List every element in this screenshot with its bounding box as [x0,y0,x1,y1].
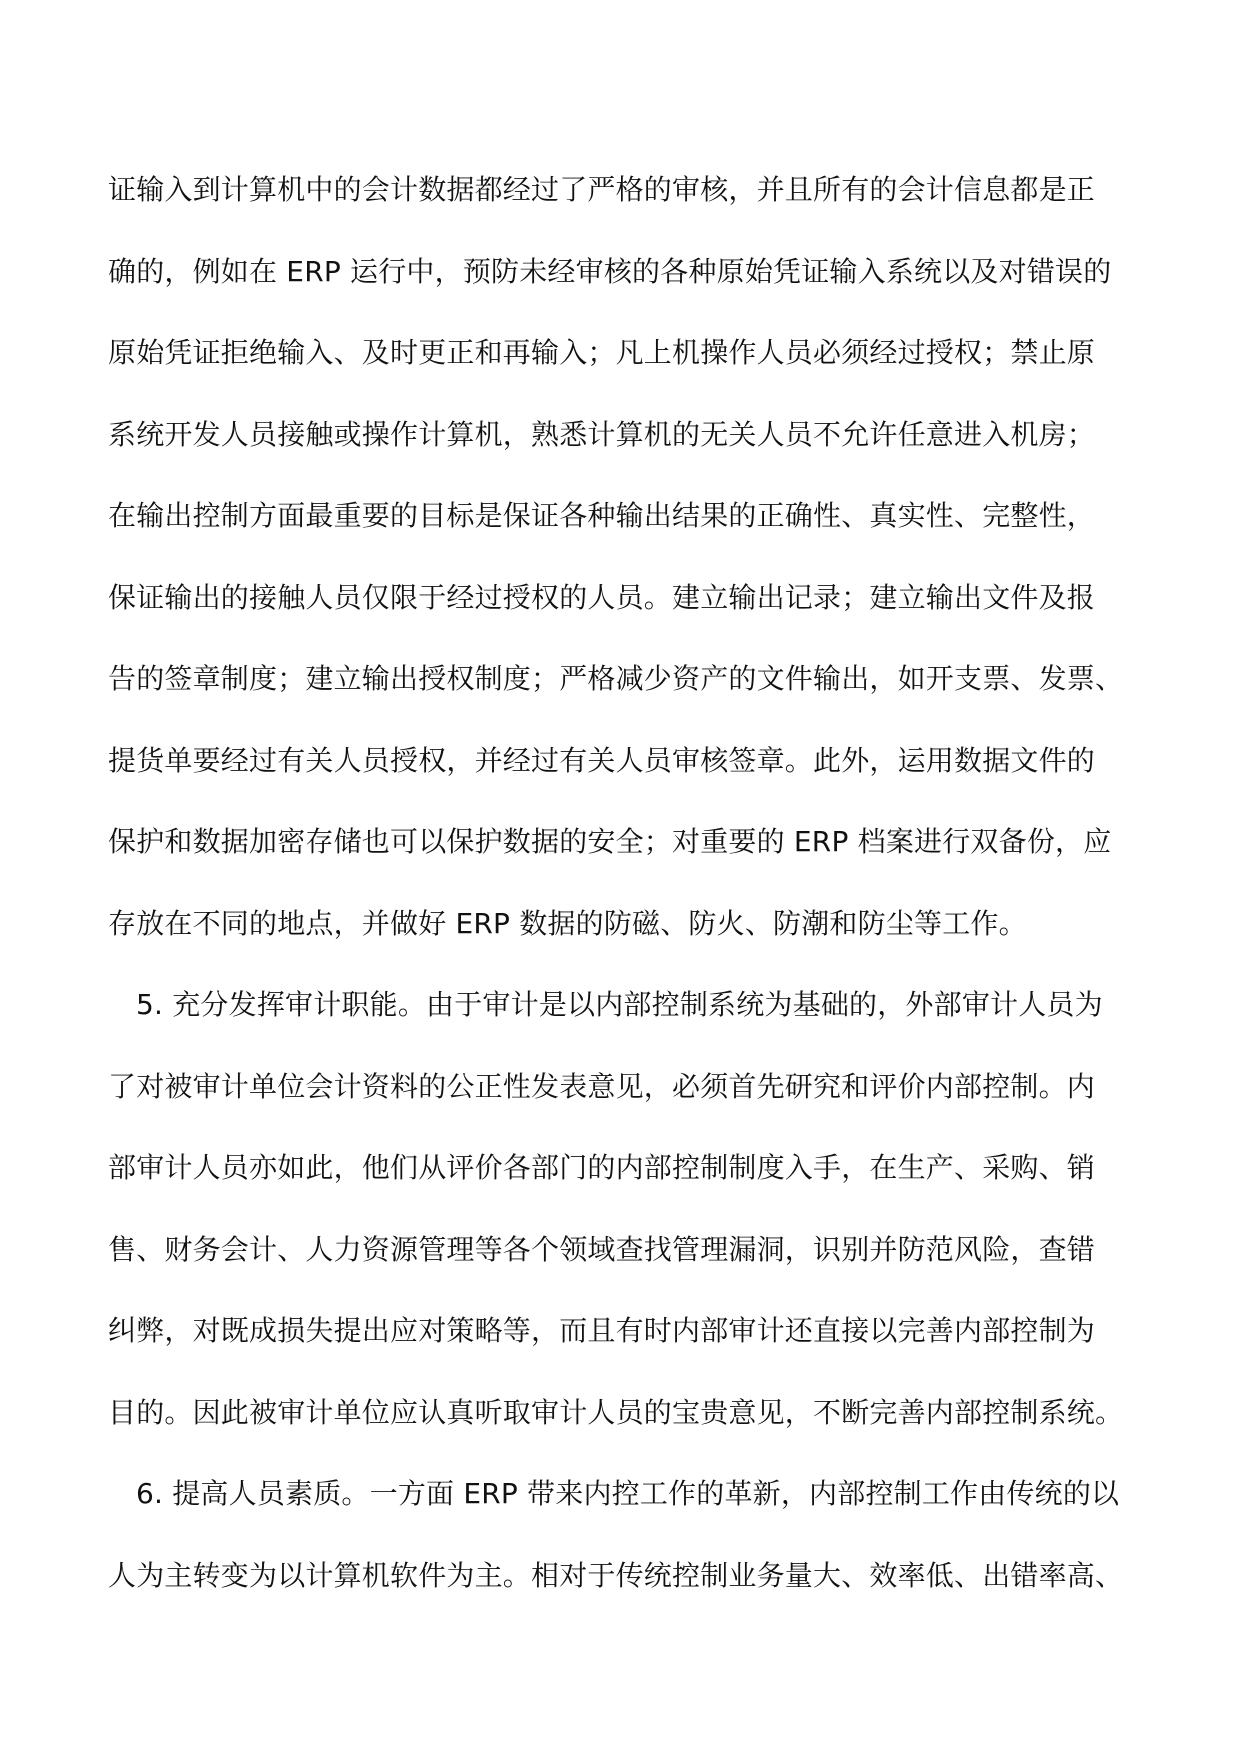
text-line: 系统开发人员接触或操作计算机，熟悉计算机的无关人员不允许任意进入机房； [108,417,1096,451]
text-line: 告的签章制度；建立输出授权制度；严格减少资产的文件输出，如开支票、发票、 [108,662,1124,695]
text-line: 原始凭证拒绝输入、及时更正和再输入；凡上机操作人员必须经过授权；禁止原 [108,336,1096,369]
text-line: 确的，例如在 ERP 运行中，预防未经审核的各种原始凭证输入系统以及对错误的 [108,254,1112,288]
text-line: 目的。因此被审计单位应认真听取审计人员的宝贵意见，不断完善内部控制系统。 [108,1395,1124,1429]
text-line: 保护和数据加密存储也可以保护数据的安全；对重要的 ERP 档案进行双备份，应 [108,825,1112,858]
text-line: 部审计人员亦如此，他们从评价各部门的内部控制制度入手，在生产、采购、销 [108,1151,1096,1184]
text-line: 6. 提高人员素质。一方面 ERP 带来内控工作的革新，内部控制工作由传统的以 [136,1477,1120,1510]
text-line: 了对被审计单位会计资料的公正性发表意见，必须首先研究和评价内部控制。内 [108,1069,1096,1103]
text-line: 在输出控制方面最重要的目标是保证各种输出结果的正确性、真实性、完整性， [108,499,1096,532]
body-text [108,160,1138,1627]
text-line: 售、财务会计、人力资源管理等各个领域查找管理漏洞，识别并防范风险，查错 [108,1232,1096,1266]
text-line: 证输入到计算机中的会计数据都经过了严格的审核，并且所有的会计信息都是正 [108,173,1096,206]
text-line: 人为主转变为以计算机软件为主。相对于传统控制业务量大、效率低、出错率高、 [108,1558,1124,1592]
text-line: 保证输出的接触人员仅限于经过授权的人员。建立输出记录；建立输出文件及报 [108,580,1096,614]
text-line: 存放在不同的地点，并做好 ERP 数据的防磁、防火、防潮和防尘等工作。 [108,906,1027,940]
text-line: 提货单要经过有关人员授权，并经过有关人员审核签章。此外，运用数据文件的 [108,743,1096,777]
text-line: 纠弊，对既成损失提出应对策略等，而且有时内部审计还直接以完善内部控制为 [108,1314,1096,1347]
text-line: 5. 充分发挥审计职能。由于审计是以内部控制系统为基础的，外部审计人员为 [136,988,1103,1021]
